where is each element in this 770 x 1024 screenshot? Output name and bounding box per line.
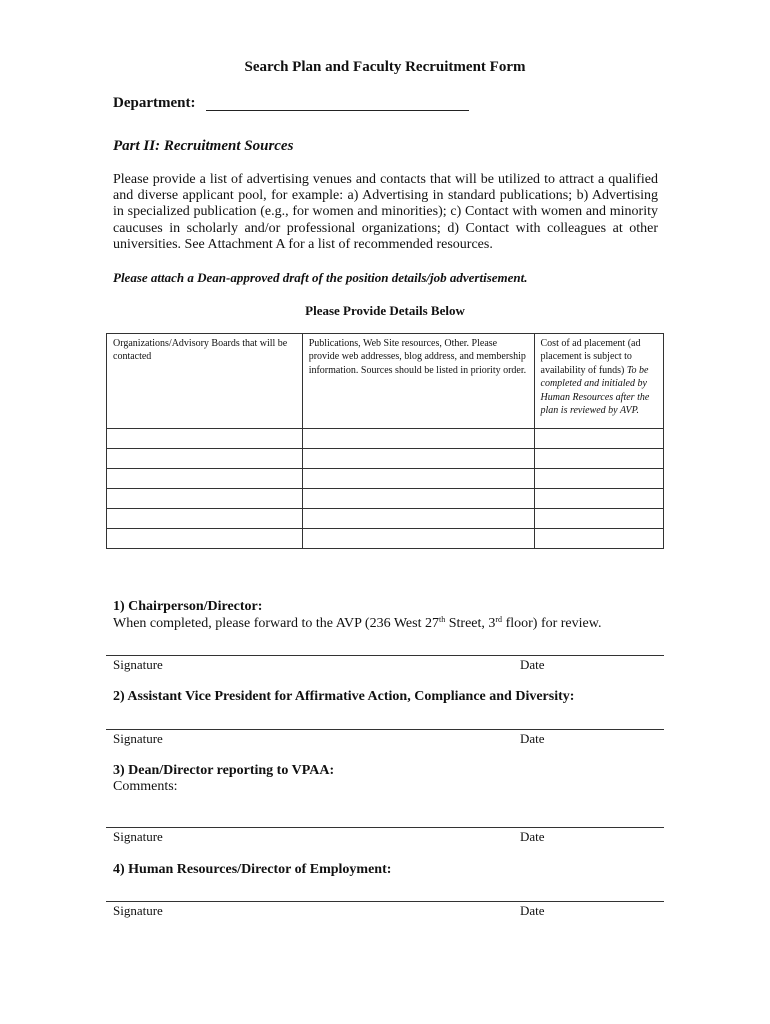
part-heading: Part II: Recruitment Sources	[113, 138, 294, 154]
col-cost-header	[534, 334, 663, 429]
hr-heading: 4) Human Resources/Director of Employment:	[113, 862, 392, 877]
cost-header-text: Cost of ad placement (ad placement is subject to availability of funds)	[540, 338, 641, 376]
table-cell[interactable]	[107, 529, 303, 549]
intro-paragraph: Please provide a list of advertising venues and contacts that will be utilized to attract a qualified and diverse applicant pool, for example: a) Advertising in standard publications; b) Advertising in specialized publication (e.g., for women and minorities); c) Contact with women and minority caucuses in scholarly and/or professional organizations; d) Contact with colleagues at other universities. See Attachment A for a list of recommended resources.	[113, 172, 658, 252]
table-cell[interactable]	[534, 509, 663, 529]
forward-instruction	[113, 615, 601, 632]
cost-header-note: To be completed and initialed by Human Resources after the plan is reviewed by AVP.	[540, 364, 650, 417]
forward-text-c: floor) for review.	[502, 616, 602, 631]
date-label: Date	[520, 903, 545, 918]
comments-label: Comments:	[113, 779, 178, 794]
table-cell[interactable]	[107, 469, 303, 489]
dean-heading: 3) Dean/Director reporting to VPAA:	[113, 763, 335, 778]
table-row	[107, 529, 664, 549]
table-cell[interactable]	[534, 449, 663, 469]
table-header-row	[107, 334, 664, 429]
table-row	[107, 469, 664, 489]
chairperson-signature-line[interactable]	[106, 655, 664, 656]
table-row	[107, 429, 664, 449]
date-label: Date	[520, 657, 545, 672]
forward-sup-a: th	[439, 615, 446, 624]
avp-signature-line[interactable]	[106, 729, 664, 730]
table-cell[interactable]	[534, 489, 663, 509]
table-row	[107, 489, 664, 509]
table-cell[interactable]	[534, 469, 663, 489]
date-label: Date	[520, 731, 545, 746]
form-title: Search Plan and Faculty Recruitment Form	[244, 59, 526, 75]
chairperson-heading: 1) Chairperson/Director:	[113, 599, 263, 614]
department-label: Department:	[113, 95, 196, 111]
forward-text-b: Street, 3	[445, 616, 496, 631]
table-cell[interactable]	[302, 449, 534, 469]
table-cell[interactable]	[107, 509, 303, 529]
department-field[interactable]	[206, 110, 469, 111]
table-cell[interactable]	[302, 529, 534, 549]
signature-label: Signature	[113, 829, 163, 844]
details-heading: Please Provide Details Below	[305, 303, 465, 318]
table-cell[interactable]	[302, 429, 534, 449]
table-row	[107, 449, 664, 469]
table-cell[interactable]	[302, 469, 534, 489]
hr-signature-line[interactable]	[106, 901, 664, 902]
forward-sup-b: rd	[495, 615, 503, 624]
recruitment-sources-table	[106, 333, 664, 549]
col-publications-header: Publications, Web Site resources, Other. Please provide web addresses, blog address, and membership information. Sources should be listed in priority order.	[302, 334, 534, 429]
signature-label: Signature	[113, 903, 163, 918]
avp-heading: 2) Assistant Vice President for Affirmative Action, Compliance and Diversity:	[113, 689, 575, 704]
table-cell[interactable]	[302, 509, 534, 529]
table-cell[interactable]	[302, 489, 534, 509]
forward-text-a: When completed, please forward to the AVP (236 West 27	[113, 616, 439, 631]
dean-signature-line[interactable]	[106, 827, 664, 828]
table-row	[107, 509, 664, 529]
attach-note: Please attach a Dean-approved draft of the position details/job advertisement.	[113, 270, 528, 285]
date-label: Date	[520, 829, 545, 844]
table-cell[interactable]	[107, 449, 303, 469]
table-cell[interactable]	[107, 429, 303, 449]
signature-label: Signature	[113, 657, 163, 672]
table-cell[interactable]	[534, 529, 663, 549]
table-cell[interactable]	[534, 429, 663, 449]
signature-label: Signature	[113, 731, 163, 746]
table-cell[interactable]	[107, 489, 303, 509]
col-organizations-header: Organizations/Advisory Boards that will be contacted	[107, 334, 303, 429]
